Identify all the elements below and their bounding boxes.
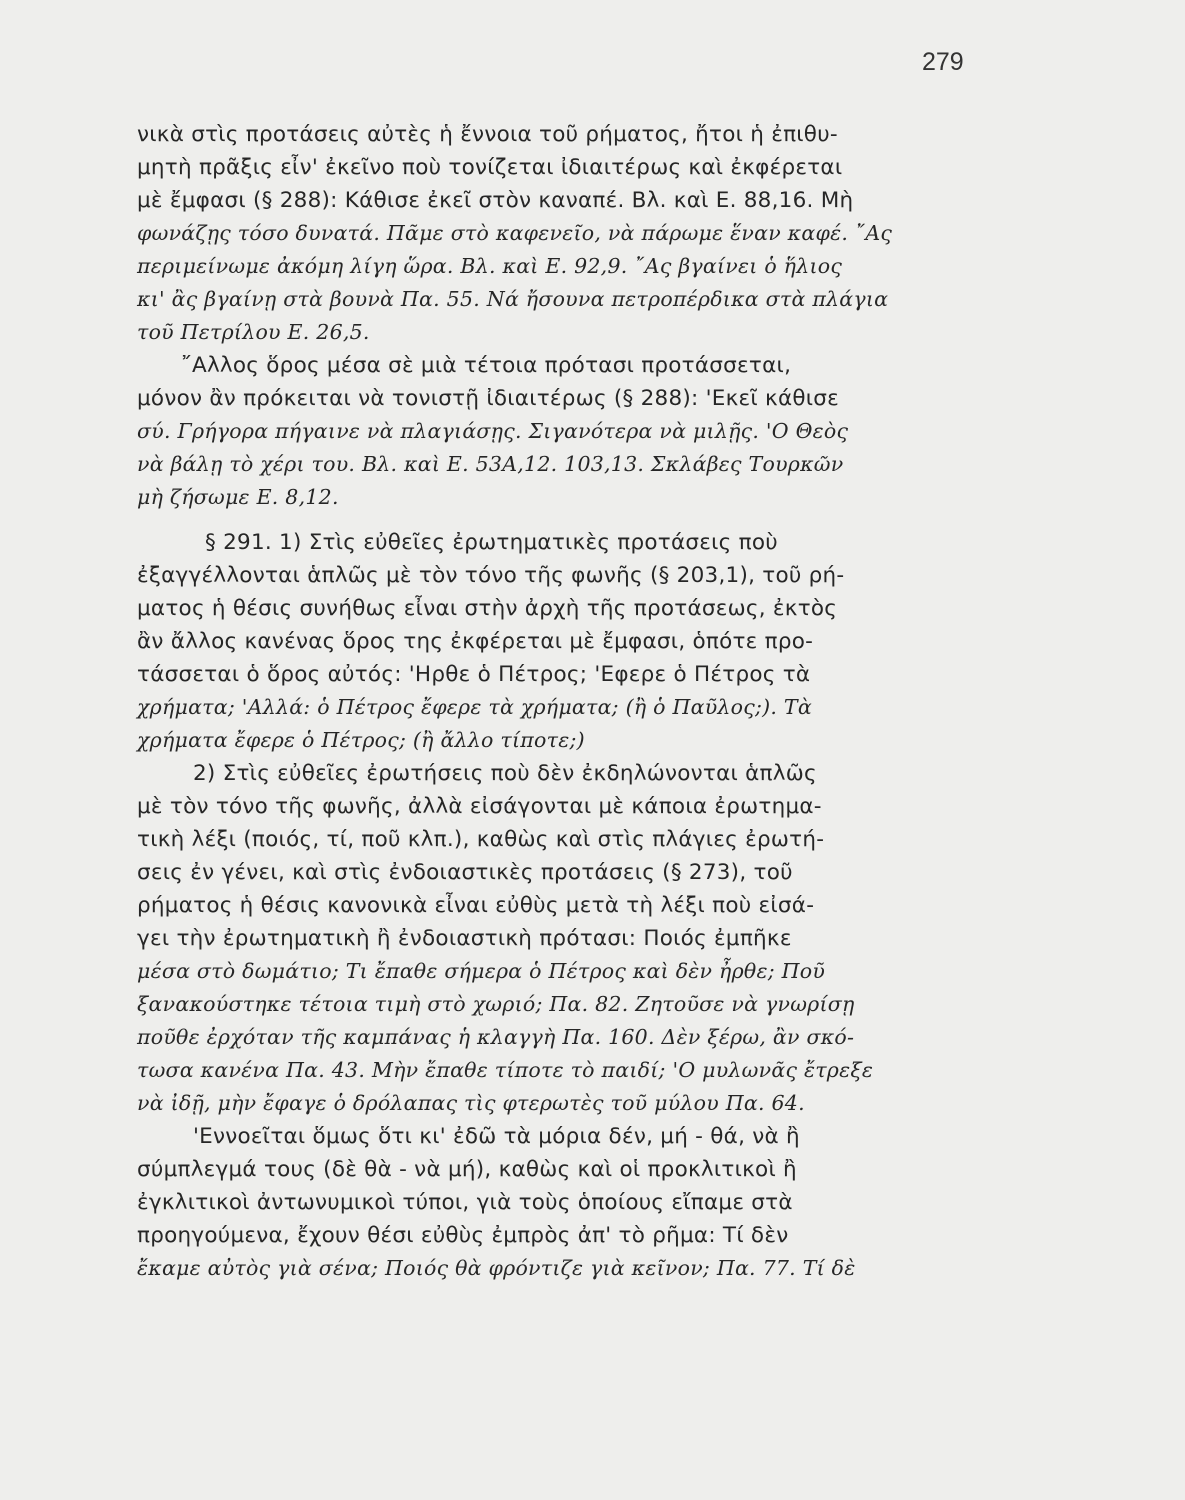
section-gap	[137, 514, 1005, 526]
text-line: σεις ἐν γένει, καὶ στὶς ἐνδοιαστικὲς προτάσεις (§ 273), τοῦ	[137, 860, 793, 885]
text-line: ματος ἡ θέσις συνήθως εἶναι στὴν ἀρχὴ τῆς προτάσεως, ἐκτὸς	[137, 596, 838, 621]
text-line: χρήματα; 'Αλλά: ὁ Πέτρος ἔφερε τὰ χρήματα; (ἢ ὁ Παῦλος;). Τὰ	[137, 695, 812, 719]
paragraph	[137, 757, 1005, 1120]
text-line: 2) Στὶς εὐθεῖες ἐρωτήσεις ποὺ δὲν ἐκδηλώνονται ἁπλῶς	[193, 761, 817, 786]
text-line: χρήματα ἔφερε ὁ Πέτρος; (ἢ ἄλλο τίποτε;)	[137, 728, 585, 752]
text-line: μὲ ἔμφασι (§ 288): Κάθισε ἐκεῖ στὸν καναπέ. Βλ. καὶ Ε. 88,16. Μὴ	[137, 188, 854, 213]
text-line: τωσα κανένα Πα. 43. Μὴν ἔπαθε τίποτε τὸ παιδί; 'Ο μυλωνᾶς ἔτρεξε	[137, 1058, 874, 1082]
page-number: 279	[922, 48, 964, 76]
text-line: μητὴ πρᾶξις εἶν' ἐκεῖνο ποὺ τονίζεται ἰδιαιτέρως καὶ ἐκφέρεται	[137, 155, 843, 180]
text-line: τοῦ Πετρίλου Ε. 26,5.	[137, 320, 370, 344]
text-line: ποῦθε ἐρχόταν τῆς καμπάνας ἡ κλαγγὴ Πα. 160. Δὲν ξέρω, ἂν σκό-	[137, 1025, 855, 1049]
text-line: κι' ἂς βγαίνῃ στὰ βουνὰ Πα. 55. Νά ἤσουνα πετροπέρδικα στὰ πλάγια	[137, 287, 889, 311]
paragraph	[137, 1120, 1005, 1285]
text-line: νὰ ἰδῇ, μὴν ἔφαγε ὁ δρόλαπας τὶς φτερωτὲς τοῦ μύλου Πα. 64.	[137, 1091, 805, 1115]
text-line: σύμπλεγμά τους (δὲ θὰ - νὰ μή), καθὼς καὶ οἱ προκλιτικοὶ ἢ	[137, 1157, 797, 1182]
paragraph	[137, 349, 1005, 514]
text-line: μόνον ἂν πρόκειται νὰ τονιστῇ ἰδιαιτέρως (§ 288): 'Εκεῖ κάθισε	[137, 386, 840, 411]
text-line: μὴ ζήσωμε Ε. 8,12.	[137, 485, 339, 509]
text-line: ῎Αλλος ὅρος μέσα σὲ μιὰ τέτοια πρότασι προτάσσεται,	[181, 353, 792, 378]
text-line: ἂν ἄλλος κανένας ὅρος της ἐκφέρεται μὲ ἔμφασι, ὁπότε προ-	[137, 629, 814, 654]
text-line: φωνάζῃς τόσο δυνατά. Πᾶμε στὸ καφενεῖο, νὰ πάρωμε ἕναν καφέ. ῎Ας	[137, 221, 893, 245]
text-line: ρήματος ἡ θέσις κανονικὰ εἶναι εὐθὺς μετὰ τὴ λέξι ποὺ εἰσά-	[137, 893, 815, 918]
text-line: τάσσεται ὁ ὅρος αὐτός: 'Ηρθε ὁ Πέτρος; 'Εφερε ὁ Πέτρος τὰ	[137, 662, 811, 687]
text-line: νικὰ στὶς προτάσεις αὐτὲς ἡ ἔννοια τοῦ ρήματος, ἤτοι ἡ ἐπιθυ-	[137, 122, 838, 147]
text-line: περιμείνωμε ἀκόμη λίγη ὥρα. Βλ. καὶ Ε. 92,9. ῎Ας βγαίνει ὁ ἥλιος	[137, 254, 843, 278]
paragraph	[137, 118, 1005, 349]
text-line: μέσα στὸ δωμάτιο; Τι ἔπαθε σήμερα ὁ Πέτρος καὶ δὲν ἦρθε; Ποῦ	[137, 959, 826, 983]
section-heading: § 291. 1) Στὶς εὐθεῖες ἐρωτηματικὲς προτάσεις ποὺ	[205, 530, 778, 555]
text-line: ἐξαγγέλλονται ἁπλῶς μὲ τὸν τόνο τῆς φωνῆς (§ 203,1), τοῦ ρή-	[137, 563, 845, 588]
text-line: νὰ βάλῃ τὸ χέρι του. Βλ. καὶ Ε. 53Α,12. 103,13. Σκλάβες Τουρκῶν	[137, 452, 844, 476]
text-line: προηγούμενα, ἔχουν θέσι εὐθὺς ἐμπρὸς ἀπ' τὸ ρῆμα: Τί δὲν	[137, 1223, 789, 1248]
text-line: 'Εννοεῖται ὅμως ὅτι κι' ἐδῶ τὰ μόρια δέν, μή - θά, νὰ ἢ	[193, 1124, 800, 1149]
text-line: γει τὴν ἐρωτηματικὴ ἢ ἐνδοιαστικὴ πρότασι: Ποιός ἐμπῆκε	[137, 926, 792, 951]
text-line: ἐγκλιτικοὶ ἀντωνυμικοὶ τύποι, γιὰ τοὺς ὁποίους εἴπαμε στὰ	[137, 1190, 793, 1215]
text-line: σύ. Γρήγορα πήγαινε νὰ πλαγιάσῃς. Σιγανότερα νὰ μιλῇς. 'Ο Θεὸς	[137, 419, 849, 443]
text-line: ξανακούστηκε τέτοια τιμὴ στὸ χωριό; Πα. 82. Ζητοῦσε νὰ γνωρίσῃ	[137, 992, 855, 1016]
text-line: ἔκαμε αὐτὸς γιὰ σένα; Ποιός θὰ φρόντιζε γιὰ κεῖνον; Πα. 77. Τί δὲ	[137, 1256, 856, 1280]
text-line: τικὴ λέξι (ποιός, τί, ποῦ κλπ.), καθὼς καὶ στὶς πλάγιες ἐρωτή-	[137, 827, 825, 852]
section-291	[137, 526, 1005, 757]
page-body	[137, 118, 1005, 1285]
text-line: μὲ τὸν τόνο τῆς φωνῆς, ἀλλὰ εἰσάγονται μὲ κάποια ἐρωτημα-	[137, 794, 822, 819]
